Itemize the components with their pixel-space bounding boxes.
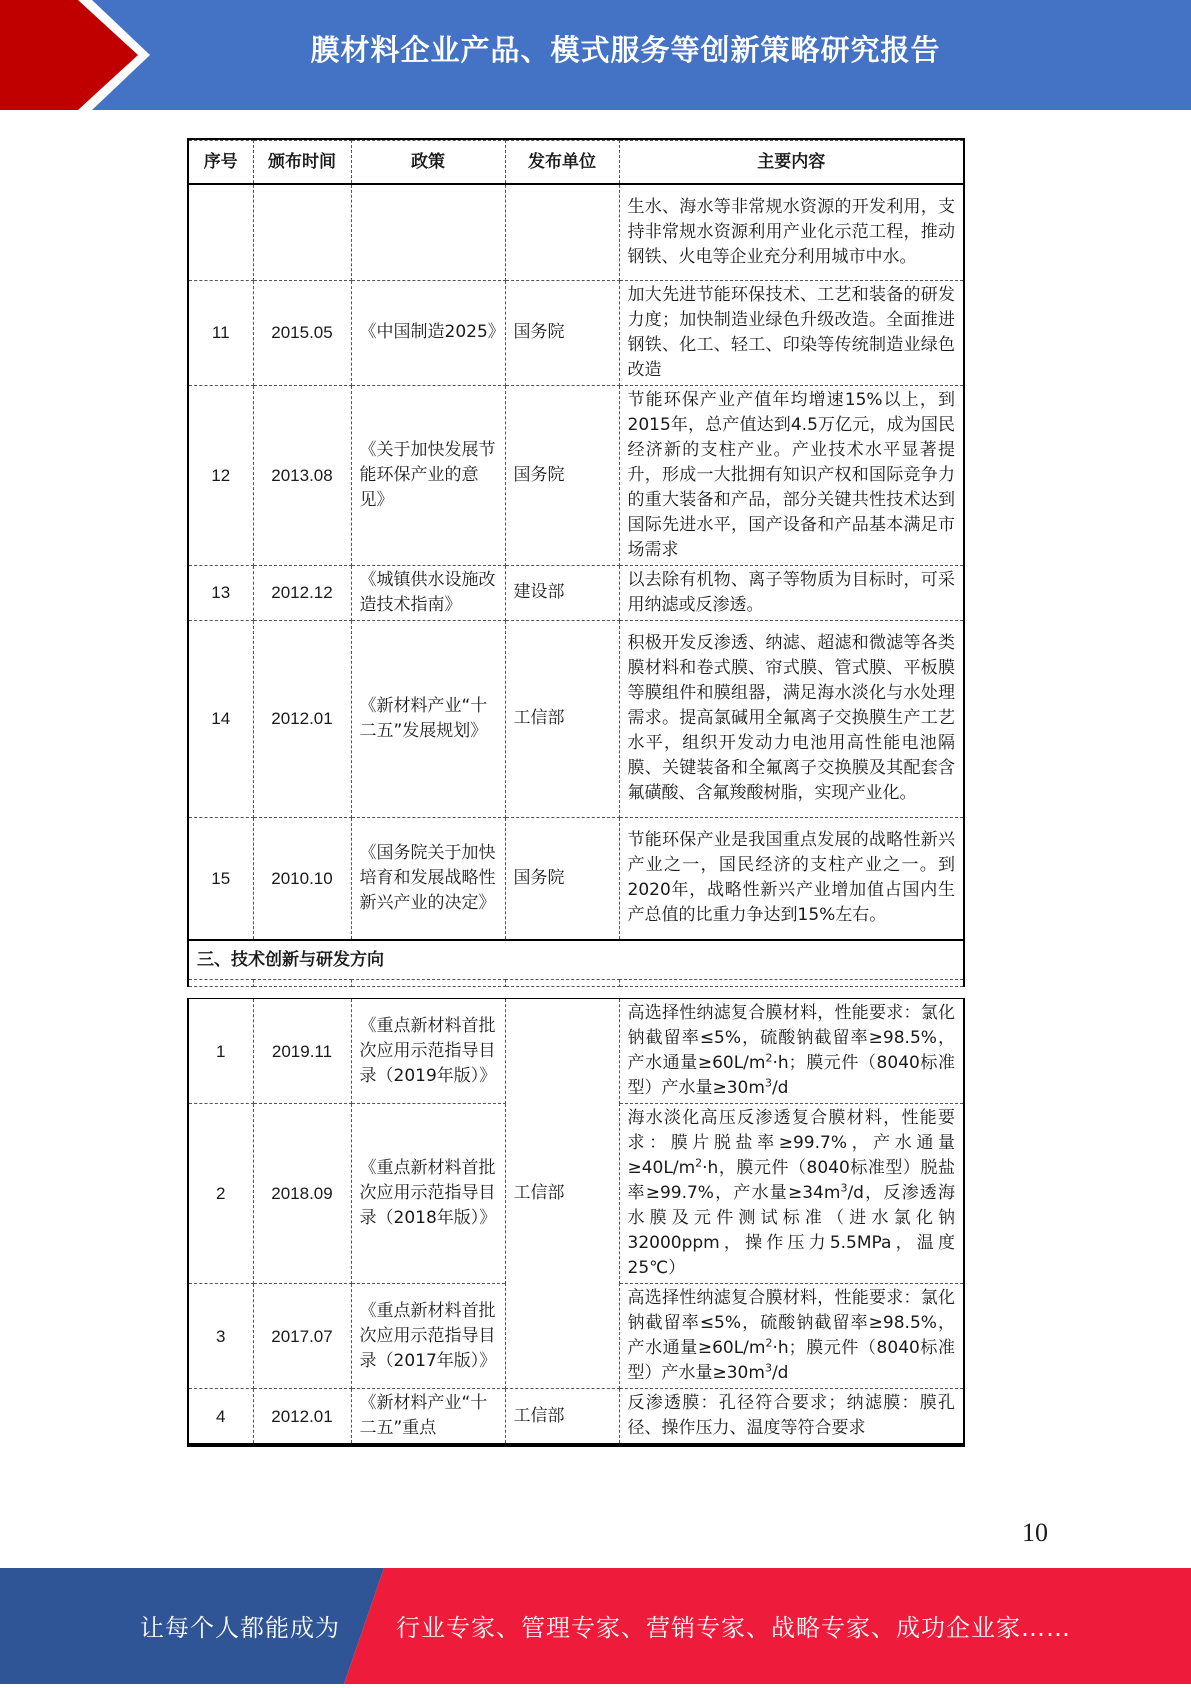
row-number: 1 [189, 999, 253, 1104]
issuing-unit: 工信部 [505, 620, 619, 817]
footer-slogan-left: 让每个人都能成为 [140, 1614, 340, 1642]
tech-direction-table [187, 998, 965, 1447]
row-number: 3 [189, 1284, 253, 1389]
policy-name: 《重点新材料首批次应用示范指导目录（2017年版）》 [351, 1284, 505, 1389]
issuing-unit: 工信部 [505, 1389, 619, 1445]
main-content: 节能环保产业是我国重点发展的战略性新兴产业之一，国民经济的支柱产业之一。到2020年，战略性新兴产业增加值占国内生产总值的比重力争达到15%左右。 [619, 817, 963, 940]
column-header: 发布单位 [505, 141, 619, 185]
report-title: 膜材料企业产品、模式服务等创新策略研究报告 [310, 33, 941, 67]
main-content: 反渗透膜：孔径符合要求；纳滤膜：膜孔径、操作压力、温度等符合要求 [619, 1389, 963, 1445]
issue-date: 2015.05 [253, 280, 351, 385]
policy-name: 《国务院关于加快培育和发展战略性新兴产业的决定》 [351, 817, 505, 940]
policy-name: 《重点新材料首批次应用示范指导目录（2018年版）》 [351, 1104, 505, 1284]
row-number: 13 [189, 565, 253, 620]
table-row [189, 620, 963, 817]
table-row [189, 385, 963, 565]
column-header: 政策 [351, 141, 505, 185]
issuing-unit: 国务院 [505, 280, 619, 385]
issuing-unit: 国务院 [505, 385, 619, 565]
page-header [0, 0, 1191, 110]
issue-date: 2012.12 [253, 565, 351, 620]
page-footer [0, 1568, 1191, 1684]
policy-name: 《关于加快发展节能环保产业的意见》 [351, 385, 505, 565]
row-number: 4 [189, 1389, 253, 1445]
main-content: 高选择性纳滤复合膜材料，性能要求：氯化钠截留率≤5%，硫酸钠截留率≥98.5%，产水通量$\ge 60L/m^2\cdot h$；膜元件（8040标准型）产水量$\ge 30m^3/d$ [619, 1284, 963, 1389]
issuing-unit [505, 184, 619, 280]
main-content: 节能环保产业产值年均增速15%以上，到2015年，总产值达到4.5万亿元，成为国民经济新的支柱产业。产业技术水平显著提升，形成一大批拥有知识产权和国际竞争力的重大装备和产品，部分关键共性技术达到国际先进水平，国产设备和产品基本满足市场需求 [619, 385, 963, 565]
table-row [189, 817, 963, 940]
issue-date [253, 184, 351, 280]
main-content: 生水、海水等非常规水资源的开发利用，支持非常规水资源利用产业化示范工程，推动钢铁、火电等企业充分利用城市中水。 [619, 184, 963, 280]
section-row [189, 940, 963, 980]
table-header-row [189, 141, 963, 185]
column-header: 序号 [189, 141, 253, 185]
header-red-chevron [0, 0, 150, 110]
issue-date: 2012.01 [253, 1389, 351, 1445]
issuing-unit: 工信部 [505, 999, 619, 1389]
main-content: 海水淡化高压反渗透复合膜材料，性能要求：膜片脱盐率≥99.7%，产水通量$\ge 40L/m^2\cdot h$，膜元件（8040标准型）脱盐率≥99.7%，产水量$\ge 34m^3/d$，反渗透海水膜及元件测试标准（进水氯化钠32000ppm，操作压力5.5MPa，温度25℃） [619, 1104, 963, 1284]
main-content: 积极开发反渗透、纳滤、超滤和微滤等各类膜材料和卷式膜、帘式膜、管式膜、平板膜等膜组件和膜组器，满足海水淡化与水处理需求。提高氯碱用全氟离子交换膜生产工艺水平，组织开发动力电池用高性能电池隔膜、关键装备和全氟离子交换膜及其配套含氟磺酸、含氟羧酸树脂，实现产业化。 [619, 620, 963, 817]
row-number: 15 [189, 817, 253, 940]
issuing-unit: 国务院 [505, 817, 619, 940]
policy-name: 《新材料产业“十二五”发展规划》 [351, 620, 505, 817]
policy-name: 《新材料产业“十二五”重点 [351, 1389, 505, 1445]
issuing-unit: 建设部 [505, 565, 619, 620]
row-number [189, 184, 253, 280]
row-number: 12 [189, 385, 253, 565]
table-row [189, 999, 963, 1104]
section-tail-row [189, 980, 963, 987]
row-number: 11 [189, 280, 253, 385]
issue-date: 2012.01 [253, 620, 351, 817]
row-number: 14 [189, 620, 253, 817]
section-title: 三、技术创新与研发方向 [189, 940, 963, 980]
column-header: 颁布时间 [253, 141, 351, 185]
page-number: 10 [1022, 1518, 1048, 1547]
footer-slogan-right: 行业专家、管理专家、营销专家、战略专家、成功企业家…… [396, 1614, 1071, 1642]
policy-name: 《城镇供水设施改造技术指南》 [351, 565, 505, 620]
issue-date: 2013.08 [253, 385, 351, 565]
column-header: 主要内容 [619, 141, 963, 185]
table-row [189, 565, 963, 620]
main-content: 高选择性纳滤复合膜材料，性能要求：氯化钠截留率≤5%，硫酸钠截留率≥98.5%，产水通量$\ge 60L/m^2\cdot h$；膜元件（8040标准型）产水量$\ge 30m^3/d$ [619, 999, 963, 1104]
table-row [189, 280, 963, 385]
issue-date: 2019.11 [253, 999, 351, 1104]
policy-table [187, 138, 965, 987]
main-content: 以去除有机物、离子等物质为目标时，可采用纳滤或反渗透。 [619, 565, 963, 620]
table-row [189, 1389, 963, 1445]
policy-name: 《重点新材料首批次应用示范指导目录（2019年版）》 [351, 999, 505, 1104]
policy-name [351, 184, 505, 280]
main-content: 加大先进节能环保技术、工艺和装备的研发力度；加快制造业绿色升级改造。全面推进钢铁、化工、轻工、印染等传统制造业绿色改造 [619, 280, 963, 385]
policy-name: 《中国制造2025》 [351, 280, 505, 385]
issue-date: 2010.10 [253, 817, 351, 940]
issue-date: 2018.09 [253, 1104, 351, 1284]
issue-date: 2017.07 [253, 1284, 351, 1389]
table-row [189, 184, 963, 280]
row-number: 2 [189, 1104, 253, 1284]
